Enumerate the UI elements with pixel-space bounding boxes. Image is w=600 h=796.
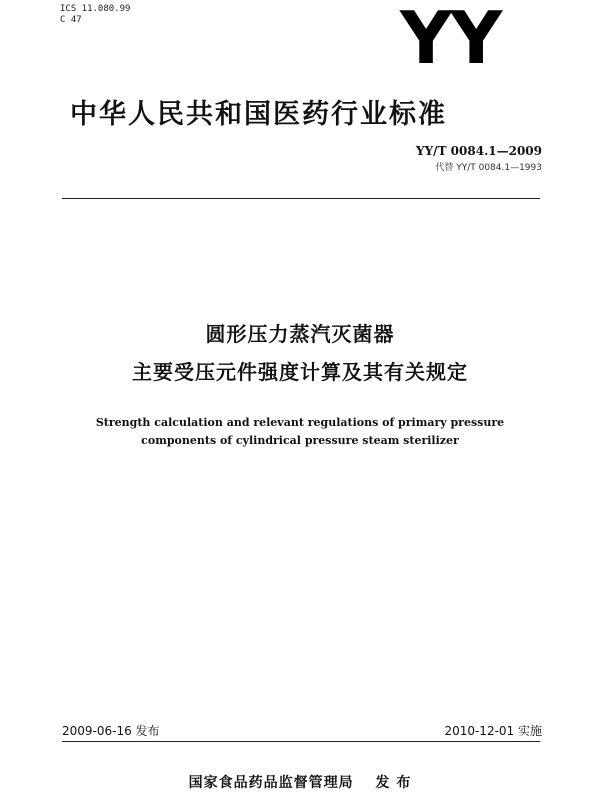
issuer-line xyxy=(0,772,600,792)
footer-divider xyxy=(62,741,540,742)
effective-date: 2010-12-01 实施 xyxy=(444,724,542,738)
document-title-line-1: 圆形压力蒸汽灭菌器 xyxy=(205,322,395,346)
header-divider xyxy=(62,198,540,199)
issuer-name: 国家食品药品监督管理局 xyxy=(188,775,354,791)
english-title-line-2: components of cylindrical pressure steam sterilizer xyxy=(141,434,459,447)
english-title-line-1: Strength calculation and relevant regulations of primary pressure xyxy=(95,416,505,429)
issuer-action: 发 布 xyxy=(375,775,412,791)
classification-codes xyxy=(60,4,130,26)
publish-date: 2009-06-16 发布 xyxy=(62,724,160,738)
ics-code: ICS 11.080.99 xyxy=(60,4,131,14)
standard-category-title: 中华人民共和国医药行业标准 xyxy=(70,99,447,130)
ccs-code: C 47 xyxy=(60,15,82,25)
replaced-standard: 代替 YY/T 0084.1—1993 xyxy=(435,163,542,173)
document-title-line-2: 主要受压元件强度计算及其有关规定 xyxy=(132,360,468,384)
yy-logo: YY xyxy=(400,0,501,80)
standard-code: YY/T 0084.1—2009 xyxy=(416,144,542,158)
